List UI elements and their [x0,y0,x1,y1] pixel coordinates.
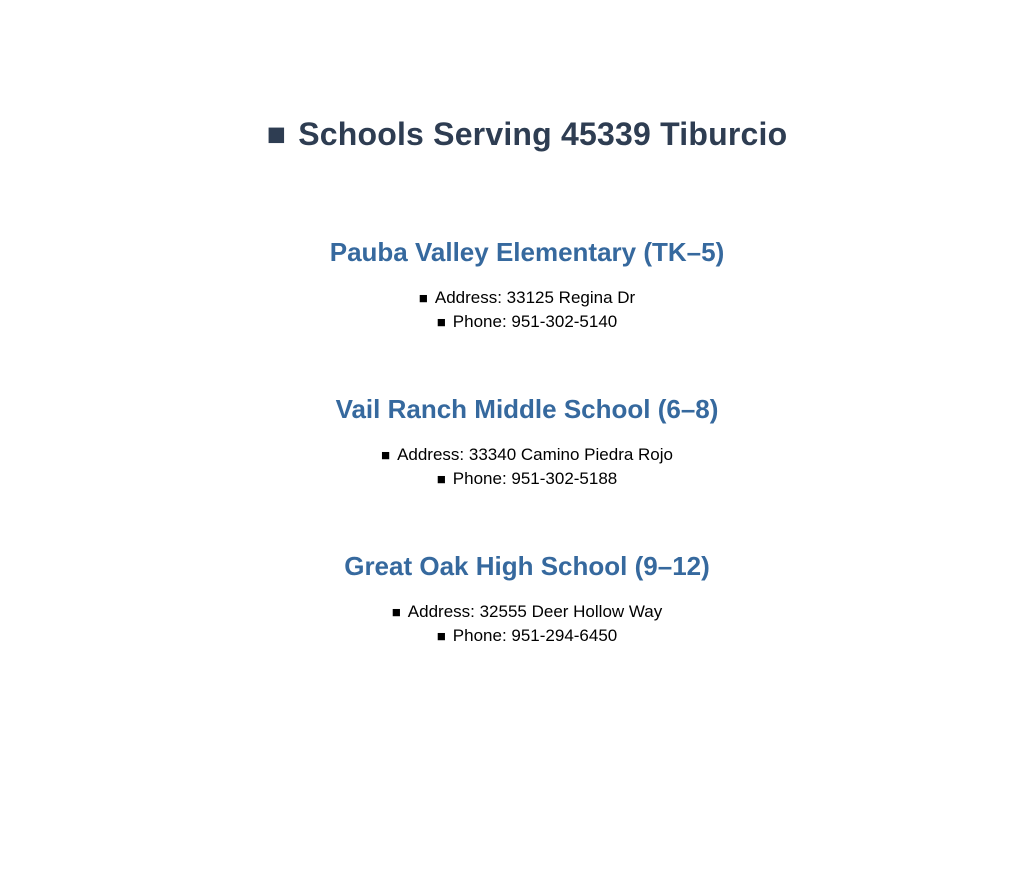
address-line [30,600,1024,624]
address-text: Address: 33125 Regina Dr [434,288,636,307]
address-text: Address: 33340 Camino Piedra Rojo [397,445,673,464]
square-bullet-icon: ■ [391,604,401,621]
phone-text: Phone: 951-294-6450 [452,626,618,645]
square-bullet-icon: ■ [436,471,446,488]
square-bullet-icon: ■ [381,447,391,464]
school-name: Great Oak High School (9–12) [344,551,710,581]
square-bullet-icon: ■ [436,314,446,331]
square-bullet-icon: ■ [418,290,428,307]
square-bullet-icon: ■ [266,116,287,152]
address-line [30,286,1024,310]
square-bullet-icon: ■ [436,628,446,645]
school-name: Pauba Valley Elementary (TK–5) [329,237,725,267]
school-name: Vail Ranch Middle School (6–8) [335,394,719,424]
page-title [30,116,1024,153]
school-section-pauba-valley [30,237,1024,334]
phone-line [30,467,1024,491]
address-text: Address: 32555 Deer Hollow Way [407,602,663,621]
school-details [30,600,1024,648]
school-section-vail-ranch [30,394,1024,491]
address-line [30,443,1024,467]
phone-text: Phone: 951-302-5188 [452,469,618,488]
school-details [30,443,1024,491]
page-title-text: Schools Serving 45339 Tiburcio [298,116,788,152]
school-section-great-oak [30,551,1024,648]
phone-text: Phone: 951-302-5140 [452,312,618,331]
phone-line [30,310,1024,334]
school-details [30,286,1024,334]
phone-line [30,624,1024,648]
